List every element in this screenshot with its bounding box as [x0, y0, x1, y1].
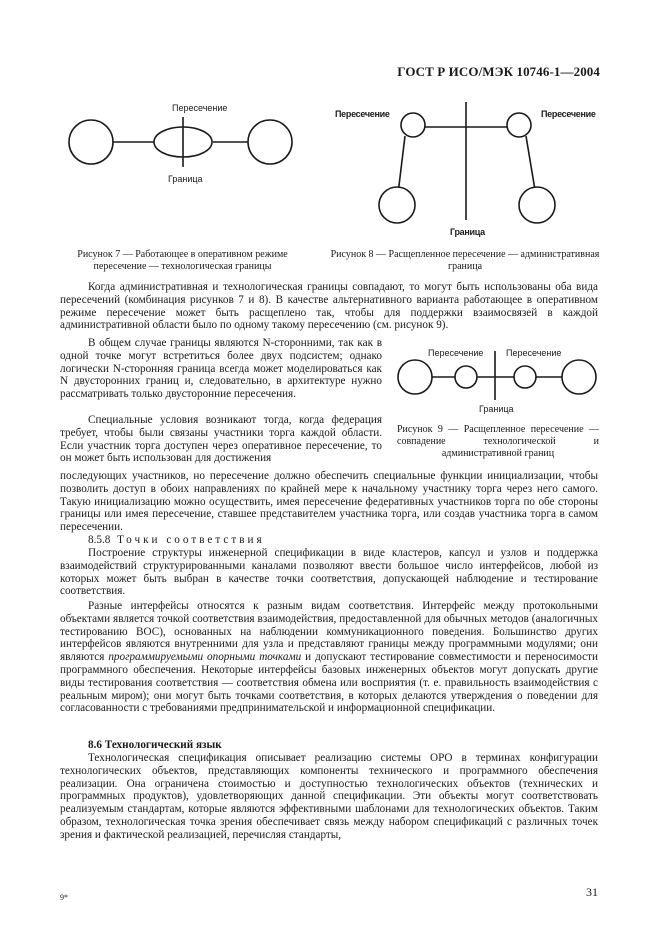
figure-8-label-left: Пересечение — [335, 109, 390, 119]
node-right-circle — [562, 360, 596, 394]
node-left-circle — [398, 360, 432, 394]
figure-7-label-top: Пересечение — [172, 103, 228, 113]
section-8-5-8-number: 8.5.8 — [88, 534, 111, 546]
figure-7-label-bottom: Граница — [168, 174, 203, 184]
paragraph-4: Построение структуры инженерной спецификации в виде кластеров, капсул и узлов и поддержка взаимодействий структурированными каналами позволяют ввести большое число интерфейсов, любой из которых может быть выбран в качестве точки соответствия, допускающей наблюдение и тестирование соответствия. — [60, 547, 598, 598]
page-number: 31 — [586, 885, 598, 899]
node-left-circle — [379, 187, 415, 223]
paragraph-5-text-b: и допускают тестирование совместимости и переносимости программного обеспечения. Некоторые интерфейсы базовых инженерных объектов могут допускать другие виды тестирования соответствия — соответствия обмена или восприятия (т. е. правильность взаимодействия с реальным миром); они могут быть точками соответствия, в которых делаются утверждения о поведении для согласованности с требованиями предпринимательской и информационной спецификации. — [60, 651, 598, 715]
figure-8 — [335, 98, 605, 238]
section-8-5-8-title: Точки соответствия — [117, 534, 265, 546]
figure-9-label-bottom: Граница — [479, 404, 514, 414]
figure-7-caption: Рисунок 7 — Работающее в оперативном режиме пересечение — технологическая границы — [77, 249, 288, 272]
paragraph-5 — [60, 600, 598, 715]
paragraph-3-part-2: последующих участников, но пересечение должно обеспечить специальные функции инициализации, чтобы позволить доступ в обоих направлениях по крайней мере к начальному участнику торга через него самого. Такую инициализацию можно осуществить, имея пересечение федеративных участников торга по обе стороны границы или имея пересечение, ставшее представителем участника торга, или создав участника торга в самом пересечении. — [60, 470, 598, 534]
figure-7-diagram — [60, 100, 300, 190]
figure-8-label-right: Пересечение — [541, 109, 596, 119]
figure-8-caption: Рисунок 8 — Расщепленное пересечение — административная граница — [330, 249, 600, 272]
figure-9 — [395, 345, 605, 417]
section-8-6-heading: 8.6 Технологический язык — [88, 739, 222, 751]
figure-9-label-right: Пересечение — [506, 348, 562, 358]
node-right-circle — [519, 187, 555, 223]
figure-8-label-bottom: Граница — [450, 227, 485, 237]
figure-8-diagram — [335, 98, 605, 238]
figure-9-caption: Рисунок 9 — Расщепленное пересечение — совпадение технологической и административной границ — [397, 424, 599, 459]
figure-9-diagram — [395, 345, 605, 417]
document-header: ГОСТ Р ИСО/МЭК 10746-1—2004 — [397, 64, 600, 79]
paragraph-5-text-a: Разные интерфейсы относятся к разным видам соответствия. Интерфейс между протокольными объектами является точкой соответствия взаимодействия, предоставленной для обычных методов (аналогичных тестированию ВОС), основанных на наблюдении коммуникационного поведения. Большинство других интерфейсов являются внутренними для узла и представляют границы между программными модулями; они являются — [60, 600, 598, 664]
interceptor-left-circle — [455, 366, 477, 388]
paragraph-6: Технологическая спецификация описывает реализацию системы ОРО в терминах конфигурации технологических объектов, представляющих компоненты технического и программного обеспечения реализации. Она ограничена стоимостью и доступностью технологических объектов (технических и программных продуктов), удовлетворяющих данной спецификации. Эти объекты могут соответствовать реализуемым стандартам, которые являются эффективными шаблонами для технологических объектов. Таким образом, технологическая точка зрения обеспечивает связь между набором спецификаций с различных точек зрения и фактической реализацией, перечисляя стандарты, — [60, 752, 598, 841]
section-8-5-8-heading — [88, 534, 265, 547]
node-right-circle — [248, 120, 292, 164]
paragraph-3-part-1: Специальные условия возникают тогда, когда федерация требует, чтобы были связаны участники торга каждой области. Если участник торга доступен через оперативное пересечение, то он может быть использован для достижения — [60, 414, 382, 465]
figure-7 — [60, 100, 300, 190]
interceptor-left-circle — [401, 113, 425, 137]
paragraph-5-emphasis: программируемыми опорными точками — [108, 651, 302, 664]
interceptor-right-circle — [507, 113, 531, 137]
paragraph-2: В общем случае границы являются N-сторонними, так как в одной точке могут встретиться более двух подсистем; однако логически N-сторонняя граница всегда может моделироваться как N двусторонних границ и, следовательно, в архитектуре нужно рассматривать только двусторонние пересечения. — [60, 337, 382, 401]
figure-9-label-left: Пересечение — [428, 348, 484, 358]
paragraph-1: Когда административная и технологическая границы совпадают, то могут быть использованы оба вида пересечений (комбинация рисунков 7 и 8). В качестве альтернативного варианта работающее в оперативном режиме пересечение может быть расщеплено так, чтобы для поддержки взаимосвязей в каждой административной области было по одному такому пересечению (см. рисунок 9). — [60, 281, 598, 332]
interceptor-right-circle — [514, 366, 536, 388]
node-left-circle — [69, 120, 113, 164]
footer-signature: 9* — [60, 893, 68, 902]
